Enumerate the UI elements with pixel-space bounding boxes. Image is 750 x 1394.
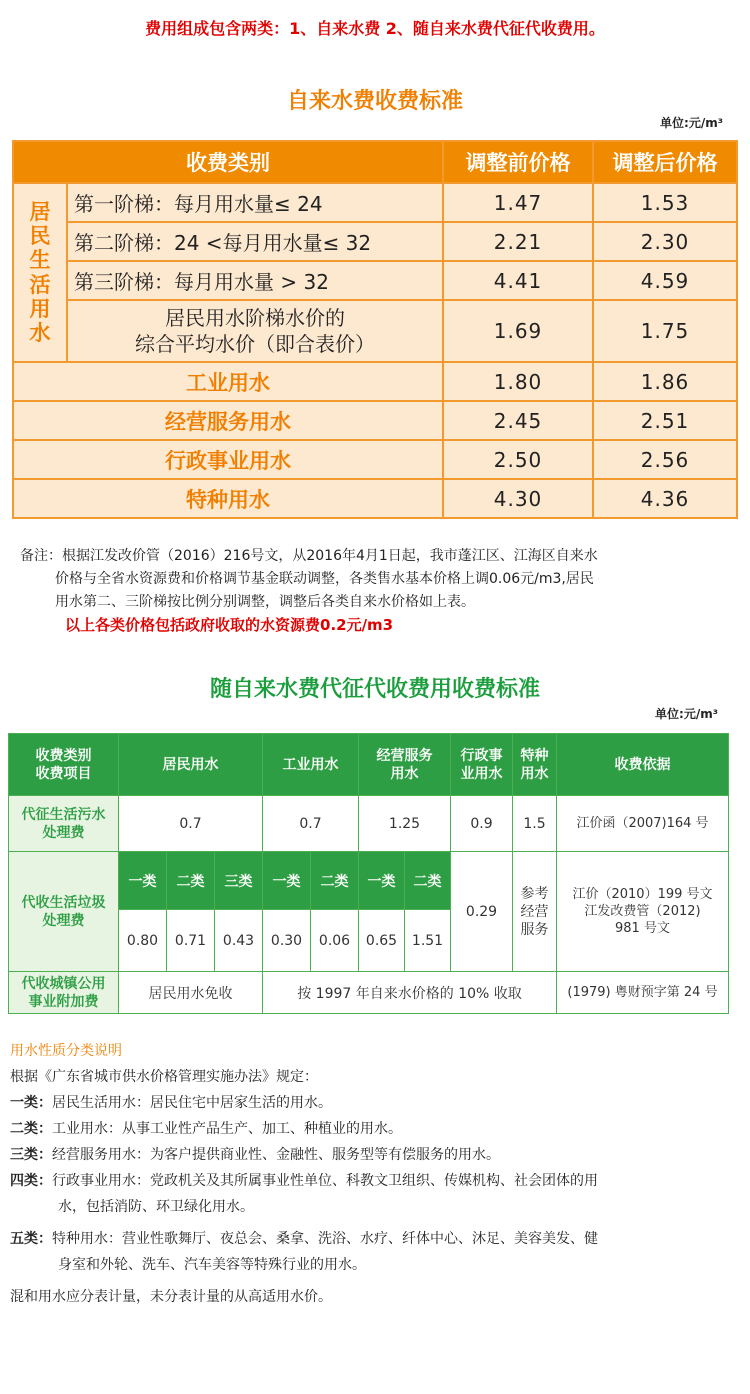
garbage-sub-header: 三类 [215,852,263,910]
garbage-sub-header: 一类 [359,852,405,910]
garbage-basis-line1: 江价（2010）199 号文 [572,887,713,902]
business-after: 2.51 [593,401,737,440]
residential-category [13,183,67,362]
garbage-value: 0.30 [263,910,311,972]
header-basis: 收费依据 [557,734,729,796]
class-key: 二类： [10,1121,52,1137]
header-special-line2: 用水 [520,765,549,782]
garbage-sub-header: 二类 [405,852,451,910]
garbage-value: 0.80 [119,910,167,972]
business-label: 经营服务用水 [13,401,443,440]
class-item-cont: 水，包括消防、环卫绿化用水。 [58,1199,254,1215]
class-key: 三类： [10,1147,52,1163]
garbage-value: 0.43 [215,910,263,972]
garbage-basis [557,852,729,972]
sewage-fee-label [9,796,119,852]
garbage-value: 0.06 [311,910,359,972]
header-business [359,734,451,796]
garbage-value: 0.65 [359,910,405,972]
administrative-before: 2.50 [443,440,593,479]
header-after: 调整后价格 [593,141,737,183]
tier3-after: 4.59 [593,261,737,300]
class-item [10,1142,740,1168]
garbage-value: 0.71 [167,910,215,972]
corner-header-line1: 收费类别 [35,747,92,764]
water-fee-title: 自来水费收费标准 [286,89,463,114]
sewage-fee-label-line1: 代征生活污水 [21,806,106,823]
administrative-after: 2.56 [593,440,737,479]
class-key: 一类： [10,1095,52,1111]
utility-residential: 居民用水免收 [119,972,263,1014]
remark-block [20,545,720,637]
tier1-after: 1.53 [593,183,737,222]
sewage-residential: 0.7 [119,796,263,852]
sewage-administrative: 0.9 [451,796,513,852]
class-text: 居民生活用水：居民住宅中居家生活的用水。 [52,1095,332,1111]
header-administrative-line1: 行政事 [460,747,503,764]
tier2-before: 2.21 [443,222,593,261]
sewage-industrial: 0.7 [263,796,359,852]
header-special-line1: 特种 [520,747,549,764]
garbage-fee-label [9,852,119,972]
tier1-label: 第一阶梯：每月用水量≤ 24 [67,183,443,222]
unit-label-2: 单位:元/m³ [655,707,718,721]
garbage-basis-line3: 981 号文 [615,921,670,936]
tier3-before: 4.41 [443,261,593,300]
class-item [10,1168,740,1194]
special-before: 4.30 [443,479,593,518]
class-item [10,1226,740,1252]
garbage-sub-header: 一类 [263,852,311,910]
header-special [513,734,557,796]
water-fee-table [12,140,738,519]
class-item [10,1116,740,1142]
header-business-line2: 用水 [390,765,419,782]
corner-header-line2: 收费项目 [35,765,92,782]
surcharge-title: 随自来水费代征代收费用收费标准 [209,677,540,702]
class-text: 经营服务用水：为客户提供商业性、金融性、服务型等有偿服务的用水。 [52,1147,500,1163]
garbage-special-line1: 参考 [520,885,549,902]
industrial-before: 1.80 [443,362,593,401]
garbage-value: 1.51 [405,910,451,972]
class-text: 工业用水：从事工业性产品生产、加工、种植业的用水。 [52,1121,402,1137]
class-text: 行政事业用水：党政机关及其所属事业性单位、科教文卫组织、传媒机构、社会团体的用 [52,1173,598,1189]
classification-section [10,1038,740,1310]
header-category: 收费类别 [13,141,443,183]
header-administrative [451,734,513,796]
average-before: 1.69 [443,300,593,362]
class-key: 五类： [10,1231,52,1247]
utility-other: 按 1997 年自来水价格的 10% 收取 [263,972,557,1014]
average-label-line1: 居民用水阶梯水价的 [165,306,345,330]
class-key: 四类： [10,1173,52,1189]
garbage-sub-header: 二类 [167,852,215,910]
class-item [10,1090,740,1116]
sewage-fee-label-line2: 处理费 [42,824,85,841]
industrial-label: 工业用水 [13,362,443,401]
classification-intro: 根据《广东省城市供水价格管理实施办法》规定： [10,1069,318,1085]
utility-surcharge-label [9,972,119,1014]
surcharge-table [8,733,729,1014]
special-label: 特种用水 [13,479,443,518]
tier1-before: 1.47 [443,183,593,222]
header-before: 调整前价格 [443,141,593,183]
sewage-special: 1.5 [513,796,557,852]
sewage-basis: 江价函（2007)164 号 [557,796,729,852]
garbage-special-line2: 经营 [520,903,549,920]
remark-resource-fee: 以上各类价格包括政府收取的水资源费0.2元/m3 [65,616,394,634]
garbage-fee-label-line1: 代收生活垃圾 [21,894,106,911]
utility-surcharge-label-line1: 代收城镇公用 [21,975,106,992]
garbage-administrative: 0.29 [451,852,513,972]
administrative-label: 行政事业用水 [13,440,443,479]
classification-footer: 混和用水应分表计量，未分表计量的从高适用水价。 [10,1289,332,1305]
remark-line2: 价格与全省水资源费和价格调节基金联动调整，各类售水基本价格上调0.06元/m3,居民 [55,571,594,587]
class-item-cont: 身室和外轮、洗车、汽车美容等特殊行业的用水。 [58,1257,366,1273]
class-text: 特种用水：营业性歌舞厅、夜总会、桑拿、洗浴、水疗、纤体中心、沐足、美容美发、健 [52,1231,598,1247]
garbage-sub-header: 二类 [311,852,359,910]
garbage-special-line3: 服务 [520,921,549,938]
garbage-fee-label-line2: 处理费 [42,912,85,929]
special-after: 4.36 [593,479,737,518]
header-administrative-line2: 业用水 [460,765,503,782]
average-label [67,300,443,362]
corner-header [9,734,119,796]
utility-surcharge-label-line2: 事业附加费 [28,993,99,1010]
sewage-business: 1.25 [359,796,451,852]
garbage-special [513,852,557,972]
tier2-label: 第二阶梯：24 <每月用水量≤ 32 [67,222,443,261]
remark-line1: 备注：根据江发改价管（2016）216号文，从2016年4月1日起，我市蓬江区、江海区自来水 [20,548,598,564]
industrial-after: 1.86 [593,362,737,401]
header-industrial: 工业用水 [263,734,359,796]
residential-category-label: 居民生活用水 [29,200,51,345]
utility-basis: (1979) 粤财预字第 24 号 [557,972,729,1014]
intro-text: 费用组成包含两类：1、自来水费 2、随自来水费代征代收费用。 [145,19,605,38]
average-after: 1.75 [593,300,737,362]
garbage-sub-header: 一类 [119,852,167,910]
garbage-basis-line2: 江发改费管（2012) [584,904,701,919]
header-residential: 居民用水 [119,734,263,796]
unit-label: 单位:元/m³ [660,116,723,130]
remark-line3: 用水第二、三阶梯按比例分别调整，调整后各类自来水价格如上表。 [55,594,475,610]
classification-title: 用水性质分类说明 [10,1043,122,1059]
header-business-line1: 经营服务 [376,747,433,764]
tier3-label: 第三阶梯：每月用水量 > 32 [67,261,443,300]
average-label-line2: 综合平均水价（即合表价） [135,332,375,356]
tier2-after: 2.30 [593,222,737,261]
business-before: 2.45 [443,401,593,440]
